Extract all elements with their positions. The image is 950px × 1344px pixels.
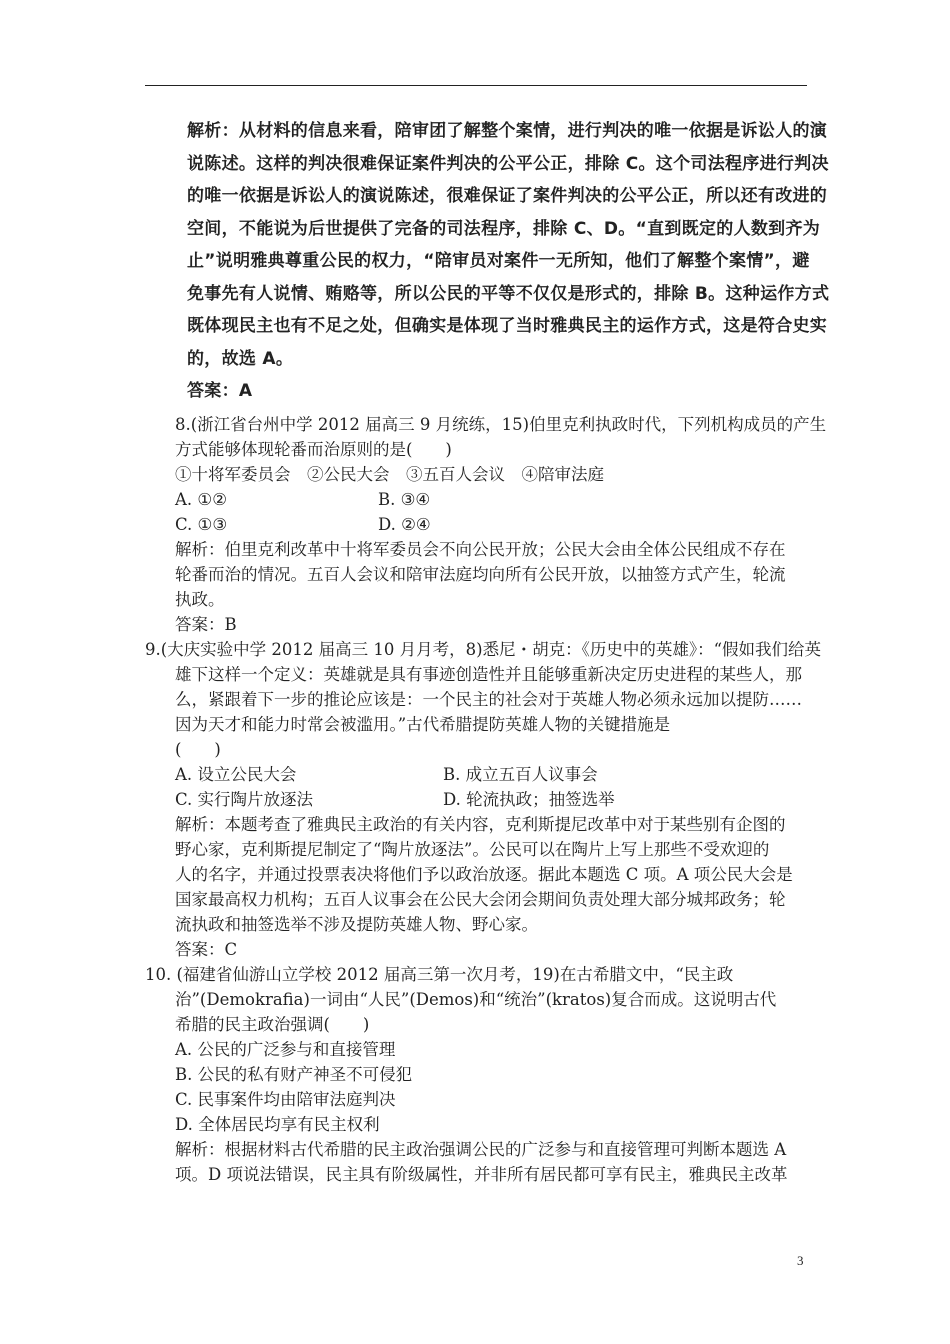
- text-line: 希腊的民主政治强调( ): [175, 1015, 370, 1034]
- text-line: ( ): [175, 740, 221, 759]
- text-line: 项。D 项说法错误，民主具有阶级属性，并非所有居民都可享有民主，雅典民主改革: [175, 1165, 788, 1184]
- text-line: 国家最高权力机构；五百人议事会在公民大会闭会期间负责处理大部分城邦政务；轮: [175, 890, 786, 909]
- text-line: 人的名字，并通过投票表决将他们予以政治放逐。据此本题选 C 项。A 项公民大会是: [175, 865, 793, 884]
- text-line: 治”(Demokrafia)一词由“人民”(Demos)和“统治”(kratos)复合而成。这说明古代: [175, 990, 777, 1009]
- text-line: 野心家，克利斯提尼制定了“陶片放逐法”。公民可以在陶片上写上那些不受欢迎的: [175, 840, 770, 859]
- text-line: 解析：从材料的信息来看，陪审团了解整个案情，进行判决的唯一依据是诉讼人的演: [187, 121, 828, 141]
- text-line: 方式能够体现轮番而治原则的是( ): [175, 440, 452, 459]
- text-line: 解析：伯里克利改革中十将军委员会不向公民开放；公民大会由全体公民组成不存在: [175, 540, 786, 559]
- text-line: 空间，不能说为后世提供了完备的司法程序，排除 C、D。“直到既定的人数到齐为: [187, 219, 821, 239]
- text-line: 9.(大庆实验中学 2012 届高三 10 月月考，8)悉尼・胡克：《历史中的英雄》：“假如我们给英: [145, 640, 822, 659]
- text-line: 说陈述。这样的判决很难保证案件判决的公平公正，排除 C。这个司法程序进行判决: [187, 154, 829, 174]
- text-line: 8.(浙江省台州中学 2012 届高三 9 月统练，15)伯里克利执政时代，下列机构成员的产生: [175, 415, 827, 434]
- text-line: D. 轮流执政；抽签选举: [443, 790, 615, 809]
- text-line: 的，故选 A。: [187, 349, 294, 369]
- text-line: B. ③④: [378, 490, 431, 509]
- text-line: 执政。: [175, 590, 225, 609]
- text-line: 因为天才和能力时常会被滥用。”古代希腊提防英雄人物的关键措施是: [175, 715, 671, 734]
- text-line: 答案：A: [187, 381, 253, 401]
- text-line: A. ①②: [175, 490, 227, 509]
- text-line: C. ①③: [175, 515, 228, 534]
- text-line: A. 公民的广泛参与和直接管理: [175, 1040, 396, 1059]
- text-line: 答案：B: [175, 615, 237, 634]
- text-line: ①十将军委员会 ②公民大会 ③五百人会议 ④陪审法庭: [175, 465, 604, 484]
- text-line: 答案：C: [175, 940, 238, 959]
- text-line: 解析：本题考查了雅典民主政治的有关内容，克利斯提尼改革中对于某些别有企图的: [175, 815, 786, 834]
- text-line: C. 实行陶片放逐法: [175, 790, 314, 809]
- page-number: 3: [797, 1253, 804, 1268]
- text-line: 解析：根据材料古代希腊的民主政治强调公民的广泛参与和直接管理可判断本题选 A: [175, 1140, 787, 1159]
- text-line: 10. (福建省仙游山立学校 2012 届高三第一次月考，19)在古希腊文中，“民主政: [145, 965, 734, 984]
- header-rule: [145, 85, 807, 86]
- text-line: D. 全体居民均享有民主权利: [175, 1115, 380, 1134]
- text-line: C. 民事案件均由陪审法庭判决: [175, 1090, 396, 1109]
- text-line: 免事先有人说情、贿赂等，所以公民的平等不仅仅是形式的，排除 B。这种运作方式: [187, 284, 830, 304]
- text-line: 轮番而治的情况。五百人会议和陪审法庭均向所有公民开放，以抽签方式产生，轮流: [175, 565, 786, 584]
- text-line: B. 成立五百人议事会: [443, 765, 598, 784]
- text-line: 止”说明雅典尊重公民的权力，“陪审员对案件一无所知，他们了解整个案情”，避: [187, 251, 810, 271]
- text-line: 流执政和抽签选举不涉及提防英雄人物、野心家。: [175, 915, 538, 934]
- text-line: 既体现民主也有不足之处，但确实是体现了当时雅典民主的运作方式，这是符合史实: [187, 316, 828, 336]
- text-line: A. 设立公民大会: [175, 765, 297, 784]
- text-line: 的唯一依据是诉讼人的演说陈述，很难保证了案件判决的公平公正，所以还有改进的: [187, 186, 828, 206]
- text-line: D. ②④: [378, 515, 431, 534]
- text-line: 么，紧跟着下一步的推论应该是：一个民主的社会对于英雄人物必须永远加以提防……: [175, 690, 802, 709]
- text-line: 雄下这样一个定义：英雄就是具有事迹创造性并且能够重新决定历史进程的某些人，那: [175, 665, 802, 684]
- text-line: B. 公民的私有财产神圣不可侵犯: [175, 1065, 413, 1084]
